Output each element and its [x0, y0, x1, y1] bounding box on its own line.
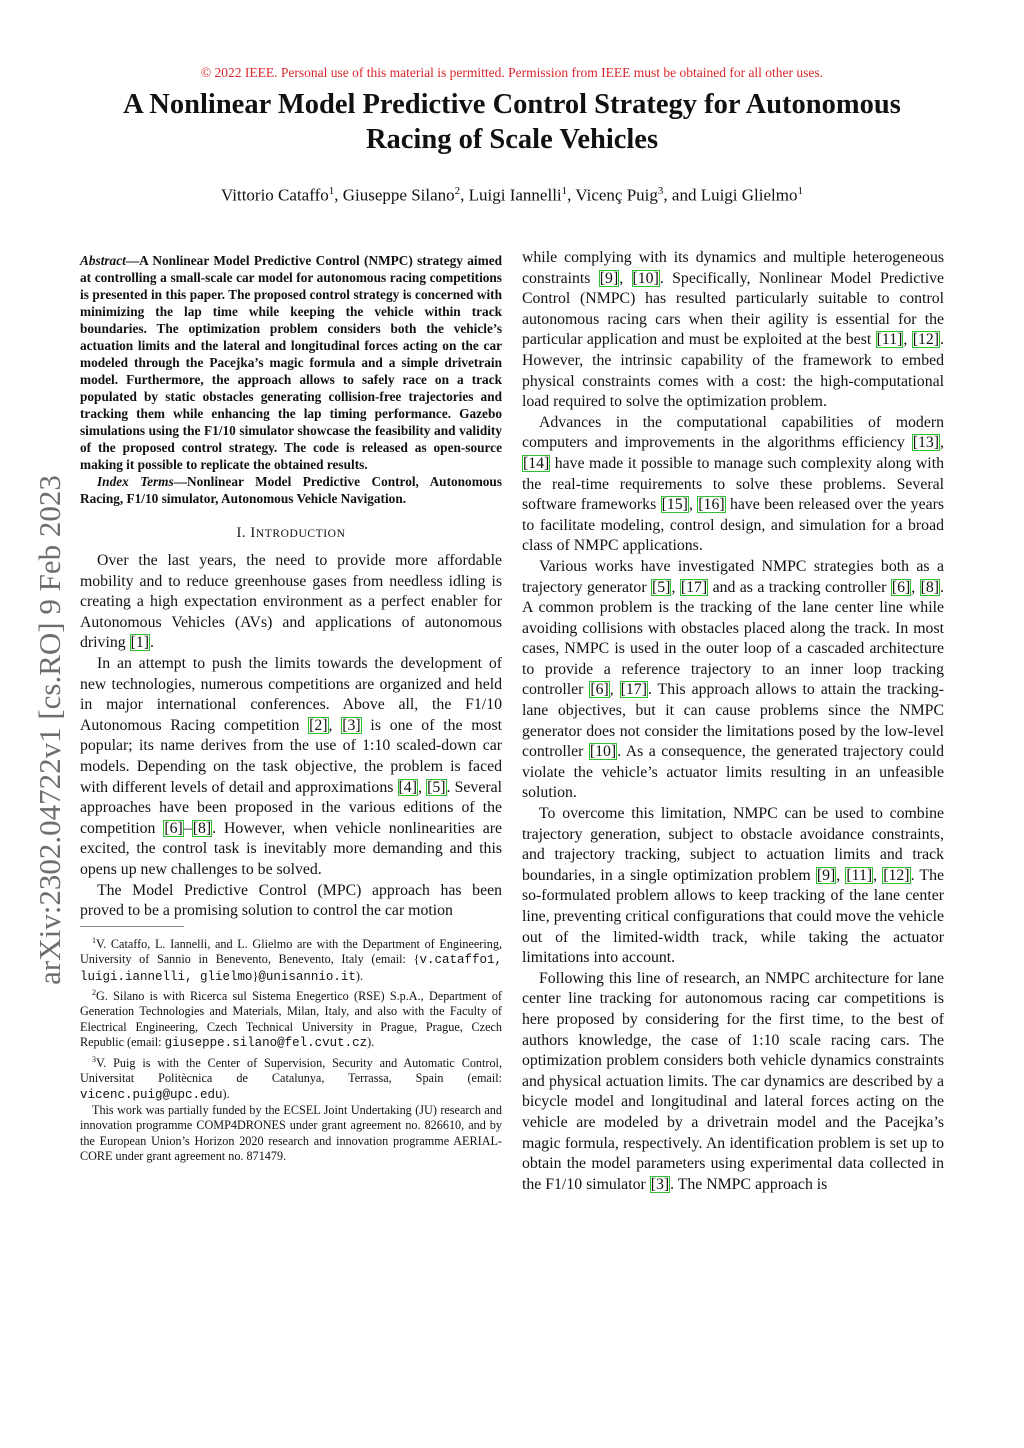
copyright-notice: © 2022 IEEE. Personal use of this material is permitted. Permission from IEEE must be obtained for all other uses.	[200, 65, 824, 80]
author-affiliation-mark: 2	[454, 185, 461, 197]
index-terms-text: —Nonlinear Model Predictive Control, Autonomous Racing, F1/10 simulator, Autonomous Vehicle Navigation.	[80, 474, 502, 506]
author-list: Vittorio Cataffo$^1$, Giuseppe Silano$^2$, Luigi Iannelli$^1$, Vicenç Puig$^3$, and Luigi Glielmo$^1$	[221, 185, 803, 205]
citation-link[interactable]: [5]	[652, 578, 671, 596]
citation-link[interactable]: [10]	[589, 743, 617, 761]
author-name: Giuseppe Silano	[342, 185, 455, 205]
left-column	[80, 252, 502, 1165]
email-address: @unisannio.it	[258, 969, 356, 984]
right-column	[522, 248, 944, 1195]
citation-link[interactable]: [6]	[164, 819, 183, 837]
citation-link[interactable]: [17]	[620, 681, 647, 699]
citation-link[interactable]: [5]	[427, 778, 446, 796]
citation-link[interactable]: [15]	[661, 496, 688, 514]
citation-link[interactable]: [12]	[883, 866, 910, 884]
citation-link[interactable]: [14]	[523, 454, 550, 472]
citation-link[interactable]: [6]	[891, 578, 911, 596]
arxiv-identifier[interactable]: arXiv:2302.04722v1 [cs.RO] 9 Feb 2023	[32, 475, 67, 985]
footnote-mark: 3	[92, 1054, 96, 1064]
abstract-text: —A Nonlinear Model Predictive Control (NMPC) strategy aimed at controlling a small-scale car model for autonomous racing competitions is presented in this paper. The proposed control strategy is concerned with minimizing the lap time while keeping the vehicle within track boundaries. The optimization problem considers both the vehicle’s actuation limits and the lateral and longitudinal forces acting on the car modeled through the Pacejka’s magic formula and a simple drivetrain model. Furthermore, the approach allows to safely race on a track populated by static obstacles generating collision-free trajectories and tracking them while enhancing the lap timing performance. Gazebo simulations using the F1/10 simulator showcase the feasibility and validity of the proposed control strategy. The code is released as open-source making it possible to replicate the obtained results.	[80, 253, 502, 472]
citation-link[interactable]: [2]	[309, 716, 328, 734]
left-body-text	[80, 551, 502, 922]
citation-link[interactable]: [3]	[342, 716, 361, 734]
section-heading-introduction: I. INTRODUCTION	[236, 525, 346, 541]
citation-link[interactable]: [17]	[680, 578, 708, 596]
index-terms-label: Index Terms	[97, 474, 174, 489]
abstract-label: Abstract	[80, 253, 126, 268]
footnote: $^1$V. Cataffo, L. Iannelli, and L. Glielmo are with the Department of Engineering, University of Sannio in Benevento, Benevento, Italy (email: {v.cataffo1, luigi.iannelli, glielmo}@unisannio.it).	[80, 935, 502, 984]
footnote: $^2$G. Silano is with Ricerca sul Sistema Enegertico (RSE) S.p.A., Department of Generation Technologies and Materials, Milan, Italy, and also with the Faculty of Electrical Engineering, Czech Technical University in Prague, Prague, Czech Republic (email: giuseppe.silano@fel.cvut.cz).	[80, 987, 502, 1051]
author-affiliation-mark: 1	[561, 185, 568, 197]
author-affiliation-mark: 1	[328, 185, 335, 197]
citation-link[interactable]: [8]	[920, 578, 940, 596]
footnote-divider	[80, 926, 184, 933]
body-paragraph: Advances in the computational capabilities of modern computers and improvements in the algorithms efficiency [13], [14] have made it possible to manage such complexity along with the real-time requirements to solve these problems. Several software frameworks [15], [16] have been released over the years to facilitate modeling, control design, and simulation for a broad class of NMPC applications.	[522, 413, 944, 555]
citation-link[interactable]: [4]	[398, 778, 417, 796]
body-paragraph: Following this line of research, an NMPC architecture for lane center line tracking for autonomous racing car competitions is here proposed by considering for the first time, to the best of authors knowledge, the case of 1:10 scale racing cars. The optimization problem considers both vehicle dynamics constraints and physical actuation limits. The car dynamics are described by a bicycle model and longitudinal and lateral forces acting on the vehicle are modeled by a drivetrain model and the Pacejka’s magic formula, respectively. An identification problem is set up to obtain the model parameters using experimental data collected in the F1/10 simulator [3]. The NMPC approach is	[522, 969, 944, 1193]
email-address: vicenc.puig@upc.edu	[80, 1087, 223, 1102]
right-body-text	[522, 248, 944, 1195]
citation-link[interactable]: [6]	[590, 681, 609, 699]
paper-title: A Nonlinear Model Predictive Control Strategy for Autonomous Racing of Scale Vehicles	[123, 89, 901, 155]
footnotes	[80, 933, 502, 1165]
citation-link[interactable]: [12]	[912, 331, 940, 349]
body-paragraph: In an attempt to push the limits towards the development of new technologies, numerous competitions are organized and held in major international conferences. Above all, the F1/10 Autonomous Racing competition [2], [3] is one of the most popular; its name derives from the use of 1:10 scaled-down car models. Depending on the task objective, the problem is faced with different levels of detail and approximations [4], [5]. Several approaches have been proposed in the various editions of the competition [6]–[8]. However, when vehicle nonlinearities are excited, the control task is inevitably more demanding and this opens up new challenges to be solved.	[80, 654, 502, 878]
citation-link[interactable]: [1]	[130, 634, 150, 652]
citation-link[interactable]: [8]	[192, 819, 212, 837]
citation-link[interactable]: [11]	[876, 331, 903, 349]
author-name: Vittorio Cataffo	[221, 185, 329, 205]
email-address: v.cataffo1, luigi.iannelli, glielmo	[80, 953, 502, 984]
citation-link[interactable]: [11]	[846, 866, 873, 884]
citation-link[interactable]: [9]	[816, 866, 836, 884]
index-terms	[80, 473, 502, 507]
body-paragraph: while complying with its dynamics and multiple heterogeneous constraints [9], [10]. Specifically, Nonlinear Model Predictive Control (NMPC) has resulted particularly suitable to control autonomous racing cars when their agility is essential for the particular application and must be exploited at the best [11], [12]. However, the intrinsic capability of the framework to embed physical constraints comes with a cost: the high-computational load required to solve the optimization problem.	[522, 249, 944, 411]
footnote: $^3$V. Puig is with the Center of Supervision, Security and Automatic Control, Universitat Politècnica de Catalunya, Terrassa, Spain (email: vicenc.puig@upc.edu).	[80, 1054, 502, 1102]
body-paragraph: Various works have investigated NMPC strategies both as a trajectory generator [5], [17] and as a tracking controller [6], [8]. A common problem is the tracking of the lane center line while avoiding collisions with obstacles placed along the track. In most cases, NMPC is used in the outer loop of a cascaded architecture to provide a reference trajectory to an inner loop tracking controller [6], [17]. This approach allows to attain the tracking-lane objectives, but it can cause problems since the NMPC generator does not consider the limitations posed by the low-level controller [10]. As a consequence, the generated trajectory could violate the vehicle’s actuator limits resulting in an unfeasible solution.	[522, 557, 945, 802]
citation-link[interactable]: [16]	[698, 496, 725, 514]
footnote-mark: 2	[92, 987, 96, 997]
footnote-mark: 1	[92, 935, 96, 945]
email-address: giuseppe.silano@fel.cvut.cz	[164, 1036, 368, 1051]
abstract	[80, 252, 502, 473]
body-paragraph: Over the last years, the need to provide more affordable mobility and to reduce greenhouse gases from needless idling is creating a high expectation environment as a perfect enabler for Autonomous Vehicles (AVs) and applications of autonomous driving [1].	[80, 552, 502, 652]
citation-link[interactable]: [10]	[632, 269, 659, 287]
footnote: This work was partially funded by the ECSEL Joint Undertaking (JU) research and innovation programme COMP4DRONES under grant agreement no. 826610, and by the European Union’s Horizon 2020 research and innovation programme AERIAL-CORE under grant agreement no. 871479.	[80, 1102, 502, 1164]
author-affiliation-mark: 1	[797, 185, 803, 197]
body-paragraph: To overcome this limitation, NMPC can be used to combine trajectory generation, subject to obstacle avoidance constraints, and trajectory tracking, subject to actuation limits and track boundaries, in a single optimization problem [9], [11], [12]. The so-formulated problem allows to keep tracking of the lane center line, preventing critical configurations that could move the vehicle out of the limited-width track, while taking the actuator limitations into account.	[522, 805, 944, 967]
citation-link[interactable]: [3]	[650, 1175, 670, 1193]
body-paragraph: The Model Predictive Control (MPC) approach has been proved to be a promising solution to control the car motion	[80, 881, 502, 920]
author-name: Vicenç Puig	[575, 185, 658, 205]
author-name: Luigi Iannelli	[468, 185, 562, 205]
citation-link[interactable]: [9]	[599, 269, 619, 287]
author-name: Luigi Glielmo	[700, 185, 798, 205]
citation-link[interactable]: [13]	[912, 434, 940, 452]
author-affiliation-mark: 3	[657, 185, 664, 197]
